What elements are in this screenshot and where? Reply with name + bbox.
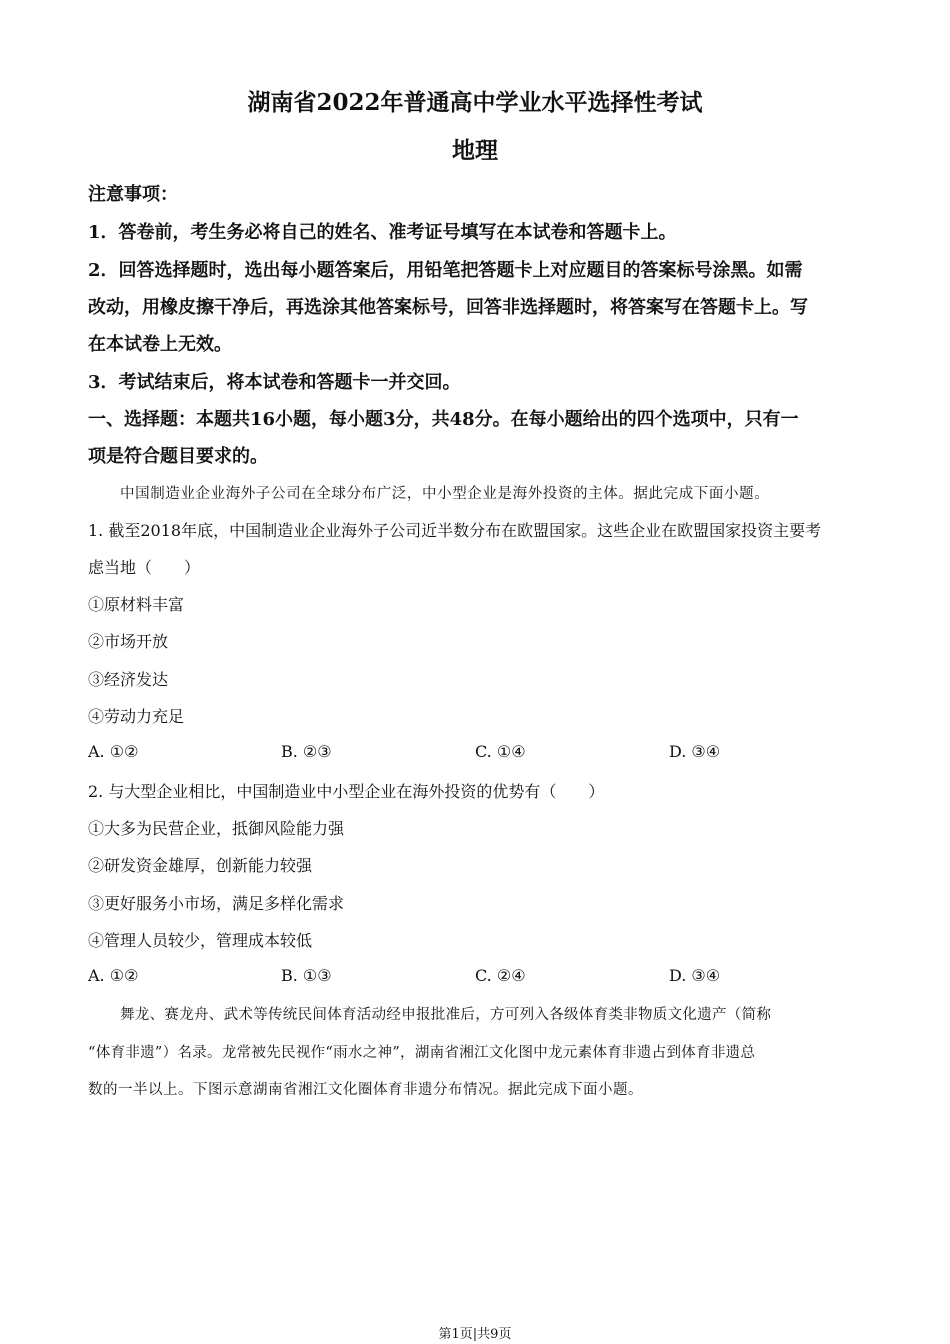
question-2-item: ③更好服务小市场，满足多样化需求 — [88, 894, 345, 913]
question-1-item: ①原材料丰富 — [88, 595, 185, 614]
notice-item-2-line-2: 改动，用橡皮擦干净后，再选涂其他答案标号，回答非选择题时，将答案写在答题卡上。写 — [88, 297, 808, 318]
question-1-item: ③经济发达 — [88, 670, 169, 689]
question-1-line-2: 虑当地（ ） — [88, 558, 201, 577]
question-2-line-1: 2. 与大型企业相比，中国制造业中小型企业在海外投资的优势有（ ） — [88, 782, 605, 801]
question-1-item: ②市场开放 — [88, 632, 169, 651]
question-1-option-d: D. ③④ — [669, 742, 721, 761]
material-2-line-1: 舞龙、赛龙舟、武术等传统民间体育活动经申报批准后，方可列入各级体育类非物质文化遗产（简称 — [120, 1007, 772, 1023]
notice-item-2-line-1: 2．回答选择题时，选出每小题答案后，用铅笔把答题卡上对应题目的答案标号涂黑。如需 — [88, 260, 803, 281]
question-2-option-b: B. ①③ — [281, 966, 332, 985]
material-2-line-3: 数的一半以上。下图示意湖南省湘江文化圈体育非遗分布情况。据此完成下面小题。 — [88, 1082, 643, 1098]
exam-title: 湖南省2022年普通高中学业水平选择性考试 — [247, 89, 703, 116]
notice-heading: 注意事项： — [88, 184, 178, 205]
question-1-option-a: A. ①② — [88, 742, 139, 761]
section-heading-line-2: 项是符合题目要求的。 — [88, 446, 268, 467]
notice-item-2-line-3: 在本试卷上无效。 — [88, 334, 232, 355]
question-1-item: ④劳动力充足 — [88, 707, 185, 726]
notice-item-1: 1．答卷前，考生务必将自己的姓名、准考证号填写在本试卷和答题卡上。 — [88, 222, 677, 243]
question-2-option-d: D. ③④ — [669, 966, 721, 985]
question-1-option-c: C. ①④ — [475, 742, 526, 761]
question-2-option-a: A. ①② — [88, 966, 139, 985]
subject-title: 地理 — [452, 137, 498, 164]
question-2-item: ①大多为民营企业，抵御风险能力强 — [88, 819, 345, 838]
section-heading-line-1: 一、选择题：本题共16小题，每小题3分，共48分。在每小题给出的四个选项中，只有一 — [88, 409, 799, 430]
question-2-option-c: C. ②④ — [475, 966, 526, 985]
question-2-item: ②研发资金雄厚，创新能力较强 — [88, 856, 313, 875]
question-1-line-1: 1. 截至2018年底，中国制造业企业海外子公司近半数分布在欧盟国家。这些企业在欧盟国家投资主要考 — [88, 521, 822, 540]
page-footer: 第1页|共9页 — [438, 1327, 512, 1342]
material-1: 中国制造业企业海外子公司在全球分布广泛，中小型企业是海外投资的主体。据此完成下面小题。 — [120, 486, 770, 502]
notice-item-3: 3．考试结束后，将本试卷和答题卡一并交回。 — [88, 372, 461, 393]
question-1-option-b: B. ②③ — [281, 742, 332, 761]
material-2-line-2: “体育非遗”）名录。龙常被先民视作“雨水之神”，湖南省湘江文化图中龙元素体育非遗占到体育非遗总 — [88, 1045, 756, 1061]
question-2-item: ④管理人员较少，管理成本较低 — [88, 931, 313, 950]
